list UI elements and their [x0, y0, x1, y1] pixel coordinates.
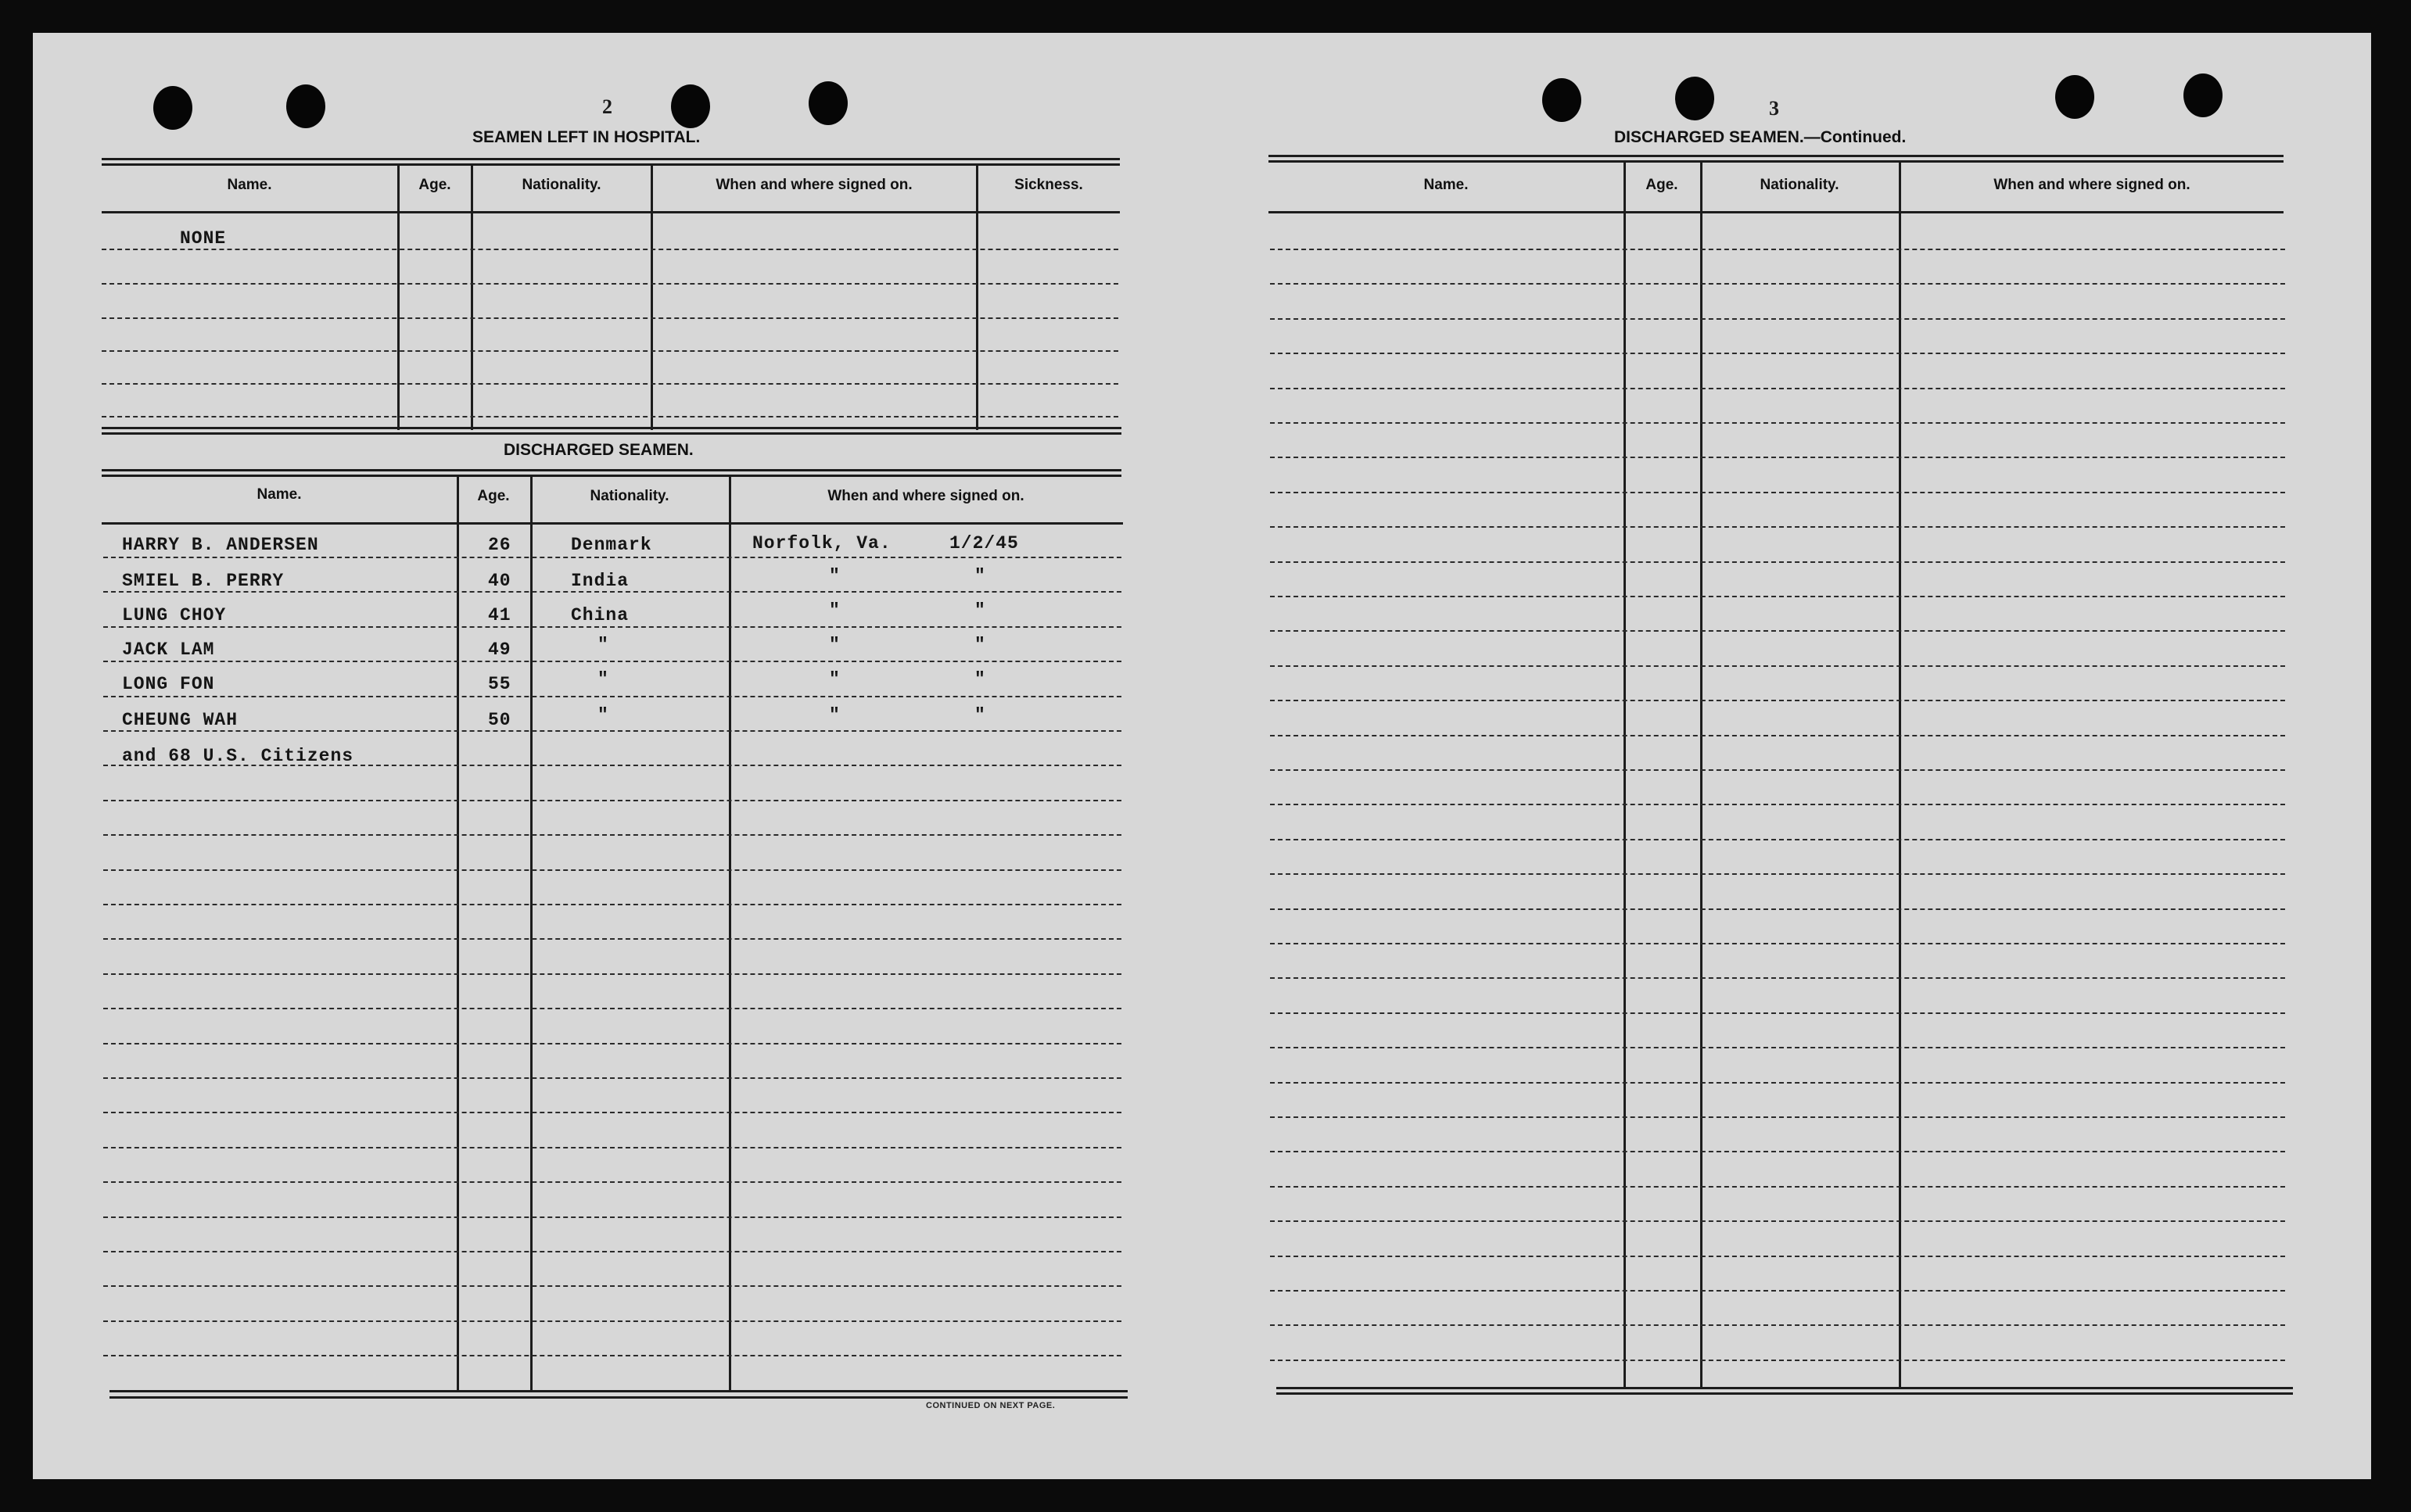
seaman-name: JACK LAM: [122, 640, 215, 660]
seaman-signed-place: ": [829, 566, 841, 586]
ruled-line: [103, 1112, 1121, 1113]
seaman-name: CHEUNG WAH: [122, 710, 239, 730]
punch-hole: [671, 84, 710, 128]
seaman-signed-place: ": [829, 635, 841, 655]
seaman-age: 55: [488, 674, 511, 694]
citizens-note: and 68 U.S. Citizens: [122, 746, 354, 766]
seaman-nationality: India: [571, 571, 630, 591]
ruled-line: [1270, 1256, 2285, 1257]
punch-hole: [286, 84, 325, 128]
ruled-line: [1270, 353, 2285, 354]
ruled-line: [1270, 249, 2285, 250]
ruled-line: [1270, 1186, 2285, 1188]
ruled-line: [103, 591, 1121, 593]
ruled-line: [103, 834, 1121, 836]
ruled-line: [1270, 700, 2285, 701]
ruled-line: [1270, 1082, 2285, 1084]
ruled-line: [1270, 943, 2285, 944]
seaman-age: 49: [488, 640, 511, 660]
ruled-line: [1270, 492, 2285, 493]
ruled-line: [1270, 977, 2285, 979]
continued-col-nationality: Nationality.: [1760, 177, 1839, 193]
ruled-line: [103, 661, 1121, 662]
seaman-nationality: Denmark: [571, 535, 652, 555]
seaman-signed-date: ": [974, 635, 986, 655]
seaman-signed-date: ": [974, 705, 986, 726]
ruled-line: [1270, 1220, 2285, 1222]
seaman-signed-place: ": [829, 705, 841, 726]
continued-note: CONTINUED ON NEXT PAGE.: [926, 1401, 1056, 1410]
seaman-name: HARRY B. ANDERSEN: [122, 535, 319, 555]
punch-hole: [1675, 77, 1714, 120]
ruled-line: [1270, 1047, 2285, 1048]
ruled-line: [1270, 318, 2285, 320]
seaman-age: 40: [488, 571, 511, 591]
ruled-line: [103, 904, 1121, 905]
continued-col-age: Age.: [1645, 177, 1678, 193]
ruled-line: [103, 730, 1121, 732]
seaman-signed-date: ": [974, 566, 986, 586]
ruled-line: [1270, 839, 2285, 840]
ruled-line: [1270, 735, 2285, 736]
discharged-col-nationality: Nationality.: [590, 488, 669, 504]
hospital-entry: NONE: [180, 228, 227, 249]
seaman-nationality: ": [597, 705, 609, 726]
ruled-line: [103, 1285, 1121, 1287]
ruled-line: [1270, 1012, 2285, 1014]
ruled-line: [103, 1077, 1121, 1079]
discharged-col-signed-on: When and where signed on.: [827, 488, 1024, 504]
seaman-nationality: China: [571, 605, 630, 625]
ruled-line: [1270, 804, 2285, 805]
ruled-line: [103, 557, 1121, 558]
ruled-line: [103, 869, 1121, 871]
ruled-line: [1270, 422, 2285, 424]
punch-hole: [153, 86, 192, 130]
ruled-line: [103, 1355, 1121, 1356]
seaman-name: SMIEL B. PERRY: [122, 571, 285, 591]
punch-hole: [2183, 73, 2223, 117]
seaman-age: 41: [488, 605, 511, 625]
ruled-line: [1270, 630, 2285, 632]
hospital-col-age: Age.: [418, 177, 451, 193]
discharged-col-age: Age.: [477, 488, 510, 504]
ruled-line: [1270, 1116, 2285, 1118]
continued-col-name: Name.: [1423, 177, 1469, 193]
ruled-line: [1270, 1324, 2285, 1326]
ruled-line: [1270, 665, 2285, 667]
seaman-signed-date: ": [974, 600, 986, 621]
seaman-nationality: ": [597, 635, 609, 655]
ruled-line: [1270, 908, 2285, 910]
ruled-line: [1270, 1290, 2285, 1292]
ruled-line: [103, 696, 1121, 697]
seaman-signed-place: ": [829, 600, 841, 621]
seaman-signed-date: ": [974, 669, 986, 690]
hospital-col-nationality: Nationality.: [522, 177, 601, 193]
ruled-line: [103, 938, 1121, 940]
ruled-line: [103, 1320, 1121, 1322]
ruled-line: [103, 973, 1121, 975]
seaman-signed-place: ": [829, 669, 841, 690]
seaman-signed-date: 1/2/45: [949, 533, 1019, 554]
hospital-col-name: Name.: [227, 177, 272, 193]
seaman-nationality: ": [597, 669, 609, 690]
discharged-col-name: Name.: [257, 486, 302, 503]
punch-hole: [2055, 75, 2094, 119]
continued-section-title: DISCHARGED SEAMEN.—Continued.: [1614, 128, 1907, 146]
ruled-line: [1270, 873, 2285, 875]
seaman-signed-place: Norfolk, Va.: [752, 533, 892, 554]
ruled-line: [1270, 596, 2285, 597]
ruled-line: [103, 1008, 1121, 1009]
hospital-col-sickness: Sickness.: [1014, 177, 1083, 193]
ruled-line: [103, 1181, 1121, 1183]
ruled-line: [103, 1251, 1121, 1252]
ruled-line: [1270, 769, 2285, 771]
page-number-left: 2: [602, 95, 612, 118]
ruled-line: [1270, 388, 2285, 389]
hospital-col-signed-on: When and where signed on.: [716, 177, 913, 193]
seaman-name: LUNG CHOY: [122, 605, 227, 625]
ruled-line: [103, 1147, 1121, 1148]
ruled-line: [103, 626, 1121, 628]
punch-hole: [809, 81, 848, 125]
punch-hole: [1542, 78, 1581, 122]
seaman-age: 50: [488, 710, 511, 730]
ruled-line: [103, 800, 1121, 801]
ruled-line: [103, 1043, 1121, 1044]
hospital-section-title: SEAMEN LEFT IN HOSPITAL.: [472, 128, 701, 146]
ruled-line: [1270, 1151, 2285, 1152]
page-number-right: 3: [1769, 97, 1779, 120]
ruled-line: [103, 1216, 1121, 1218]
ruled-line: [1270, 283, 2285, 285]
continued-col-signed-on: When and where signed on.: [1993, 177, 2190, 193]
seaman-name: LONG FON: [122, 674, 215, 694]
ruled-line: [1270, 457, 2285, 458]
ruled-line: [1270, 1360, 2285, 1361]
discharged-section-title: DISCHARGED SEAMEN.: [504, 441, 694, 459]
seaman-age: 26: [488, 535, 511, 555]
ruled-line: [1270, 561, 2285, 563]
ruled-line: [1270, 526, 2285, 528]
